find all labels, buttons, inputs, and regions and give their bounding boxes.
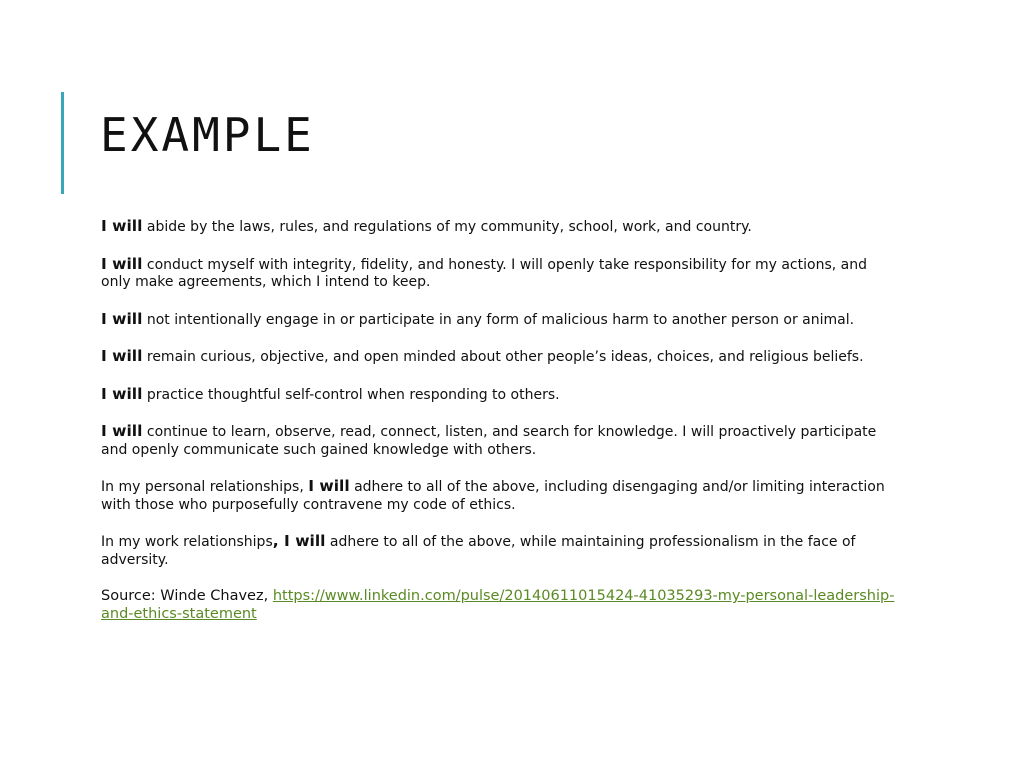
ethics-statement-6 [101,423,901,459]
statement-text: abide by the laws, rules, and regulations of my community, school, work, and country. [142,219,752,235]
statement-lead: I will [101,217,143,235]
statement-text: remain curious, objective, and open minded about other people’s ideas, choices, and religious beliefs. [142,349,864,365]
ethics-statement-5 [101,386,901,405]
source-citation [101,588,901,623]
source-link[interactable]: https://www.linkedin.com/pulse/20140611015424-41035293-my-personal-leadership-and-ethics-statement [101,588,895,622]
ethics-statement-2 [101,256,901,292]
statement-text: adhere to all of the above, including disengaging and/or limiting interaction with those who purposefully contravene my code of ethics. [101,479,885,513]
statement-lead: I will [101,254,143,273]
source-prefix: Source: Winde Chavez, [101,588,273,604]
statement-lead: I will [101,309,143,328]
slide-title: EXAMPLE [100,108,315,162]
statement-text: not intentionally engage in or participate in any form of malicious harm to another person or animal. [142,311,855,328]
statement-lead: I will [101,384,143,403]
title-accent-bar [61,92,64,194]
statement-text: conduct myself with integrity, fidelity, and honesty. I will openly take responsibility for my actions, and only make agreements, which I intend to keep. [101,256,867,290]
statement-prefix: In my personal relationships, [101,479,309,495]
statement-prefix: In my work relationships [101,534,273,550]
ethics-statement-1 [101,218,901,237]
statement-text: practice thoughtful self-control when responding to others. [142,386,560,403]
ethics-statement-7 [101,478,901,514]
ethics-statement-3 [101,311,901,330]
ethics-statement-4 [101,348,901,367]
statement-text: adhere to all of the above, while maintaining professionalism in the face of adversity. [101,534,856,568]
statement-lead: I will [308,477,350,495]
statement-lead: I will [101,347,143,365]
statement-lead: I will [101,422,143,440]
ethics-statement-8 [101,533,901,569]
statement-text: continue to learn, observe, read, connect, listen, and search for knowledge. I will proactively participate and openly communicate such gained knowledge with others. [101,424,877,458]
slide-body [101,218,901,623]
statement-lead: , I will [272,532,326,550]
